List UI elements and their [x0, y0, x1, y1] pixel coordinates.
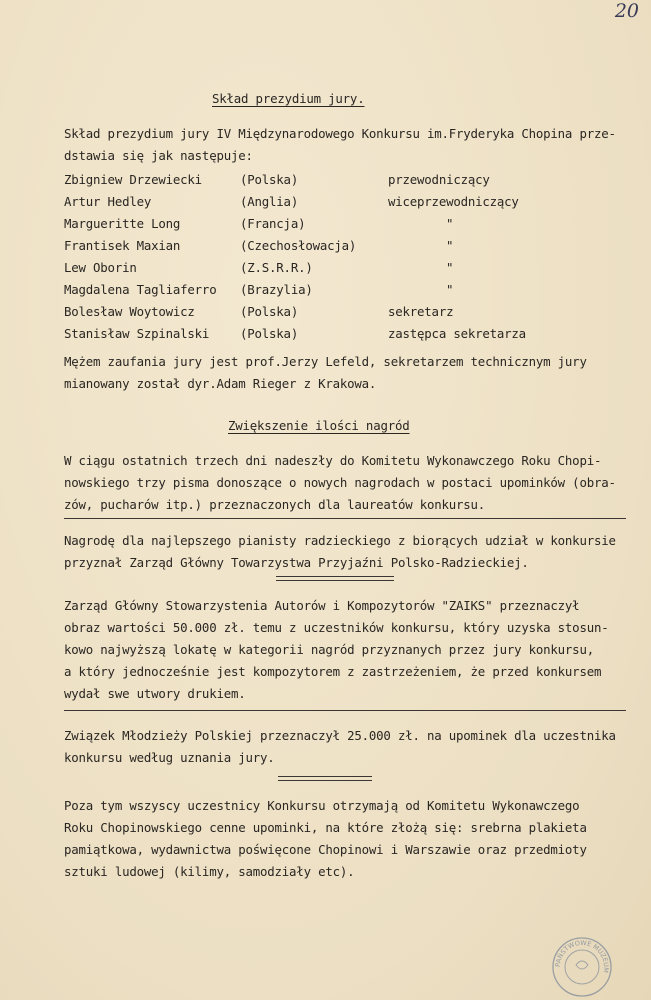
paragraph-line: wydał swe utwory drukiem. — [64, 686, 246, 701]
trust-line: mianowany został dyr.Adam Rieger z Krakowa. — [64, 376, 377, 391]
trust-line: Mężem zaufania jury jest prof.Jerzy Lefeld, sekretarzem technicznym jury — [64, 354, 587, 369]
jury-name: Margueritte Long — [64, 216, 181, 231]
paragraph-line: Poza tym wszyscy uczestnicy Konkursu otrzymają od Komitetu Wykonawczego — [64, 798, 580, 813]
intro-line: dstawia się jak następuje: — [64, 148, 253, 163]
jury-role: wiceprzewodniczący — [388, 194, 519, 209]
paragraph-line: Nagrodę dla najlepszego pianisty radzieckiego z biorących udział w konkursie — [64, 533, 616, 548]
page-number: 20 — [614, 0, 639, 22]
jury-name: Zbigniew Drzewiecki — [64, 172, 202, 187]
paragraph-line: Związek Młodzieży Polskiej przeznaczył 25.000 zł. na upominek dla uczestnika — [64, 728, 616, 743]
paragraph-line: konkursu według uznania jury. — [64, 750, 275, 765]
intro-line: Skład prezydium jury IV Międzynarodowego Konkursu im.Fryderyka Chopina prze- — [64, 126, 616, 141]
jury-country: (Brazylia) — [240, 282, 313, 297]
svg-text:PAŃSTWOWE MUZEUM — [554, 939, 610, 973]
jury-country: (Polska) — [240, 304, 299, 319]
jury-country: (Z.S.R.R.) — [240, 260, 313, 275]
jury-role: zastępca sekretarza — [388, 326, 526, 341]
stamp-text: PAŃSTWOWE MUZEUM — [553, 938, 611, 974]
paragraph-line: Zarząd Główny Stowarzystenia Autorów i Kompozytorów "ZAIKS" przeznaczył — [64, 598, 580, 613]
jury-role: " — [446, 282, 454, 297]
jury-name: Frantisek Maxian — [64, 238, 181, 253]
paragraph-line: zów, pucharów itp.) przeznaczonych dla laureatów konkursu. — [64, 497, 486, 512]
divider — [64, 710, 626, 711]
divider — [278, 776, 372, 781]
divider — [276, 576, 394, 581]
jury-role: " — [446, 216, 454, 231]
jury-name: Stanisław Szpinalski — [64, 326, 210, 341]
jury-name: Lew Oborin — [64, 260, 137, 275]
jury-role: przewodniczący — [388, 172, 490, 187]
jury-name: Artur Hedley — [64, 194, 152, 209]
jury-role: " — [446, 238, 454, 253]
paragraph-line: a który jednocześnie jest kompozytorem z zastrzeżeniem, że przed konkursem — [64, 664, 602, 679]
jury-name: Magdalena Tagliaferro — [64, 282, 217, 297]
paragraph-line: pamiątkowa, wydawnictwa poświęcone Chopinowi i Warszawie oraz przedmioty — [64, 842, 587, 857]
paragraph-line: Roku Chopinowskiego cenne upominki, na które złożą się: srebrna plakieta — [64, 820, 587, 835]
section-subtitle: Zwiększenie ilości nagród — [228, 418, 410, 433]
paragraph-line: kowo najwyższą lokatę w kategorii nagród przyznanych przez jury konkursu, — [64, 642, 594, 657]
paragraph-line: W ciągu ostatnich trzech dni nadeszły do Komitetu Wykonawczego Roku Chopi- — [64, 453, 602, 468]
jury-country: (Polska) — [240, 172, 299, 187]
jury-role: " — [446, 260, 454, 275]
paragraph-line: sztuki ludowej (kilimy, samodziały etc). — [64, 864, 355, 879]
paragraph-line: obraz wartości 50.000 zł. temu z uczestników konkursu, który uzyska stosun- — [64, 620, 609, 635]
paragraph-line: nowskiego trzy pisma donoszące o nowych nagrodach w postaci upominków (obra- — [64, 475, 616, 490]
jury-country: (Anglia) — [240, 194, 299, 209]
jury-name: Bolesław Woytowicz — [64, 304, 195, 319]
jury-country: (Czechosłowacja) — [240, 238, 357, 253]
jury-country: (Polska) — [240, 326, 299, 341]
jury-role: sekretarz — [388, 304, 454, 319]
jury-country: (Francja) — [240, 216, 306, 231]
section-title: Skład prezydium jury. — [212, 91, 365, 106]
archive-stamp-icon — [550, 935, 614, 999]
divider — [64, 518, 626, 519]
paragraph-line: przyznał Zarząd Główny Towarzystwa Przyjaźni Polsko-Radzieckiej. — [64, 555, 529, 570]
